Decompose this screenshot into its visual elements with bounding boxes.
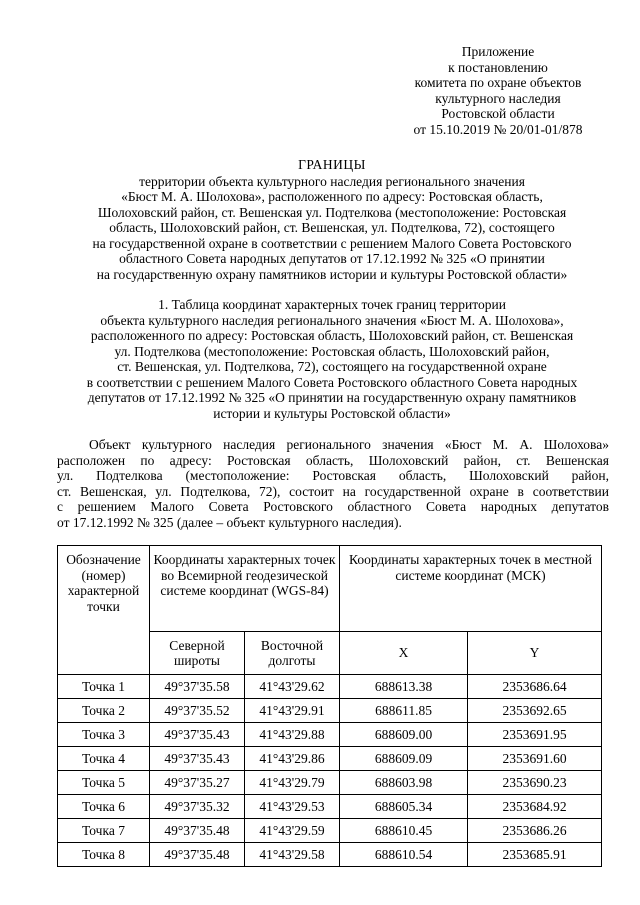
- coordinates-table: [57, 545, 602, 867]
- paragraph-line: с решением Малого Совета Ростовского областного Совета народных депутатов: [57, 499, 609, 514]
- cell-point: Точка 3: [58, 723, 150, 747]
- title-block: [40, 157, 624, 282]
- header-designation: Обозначение (номер) характерной точки: [58, 546, 150, 675]
- cell-north: 49°37'35.43: [150, 723, 245, 747]
- table-row: [58, 843, 602, 867]
- cell-x: 688609.09: [340, 747, 468, 771]
- cell-east: 41°43'29.86: [245, 747, 340, 771]
- cell-x: 688605.34: [340, 795, 468, 819]
- cell-north: 49°37'35.43: [150, 747, 245, 771]
- header-y: Y: [468, 632, 602, 675]
- appendix-line: от 15.10.2019 № 20/01-01/878: [413, 121, 583, 137]
- cell-point: Точка 7: [58, 819, 150, 843]
- cell-x: 688610.54: [340, 843, 468, 867]
- cell-east: 41°43'29.91: [245, 699, 340, 723]
- cell-east: 41°43'29.53: [245, 795, 340, 819]
- cell-point: Точка 5: [58, 771, 150, 795]
- cell-point: Точка 1: [58, 675, 150, 699]
- cell-x: 688603.98: [340, 771, 468, 795]
- paragraph-line: расположен по адресу: Ростовская область, Шолоховский район, ст. Вешенская: [57, 452, 609, 468]
- appendix-line: к постановлению: [448, 59, 548, 75]
- title-line: территории объекта культурного наследия регионального значения: [139, 173, 525, 189]
- cell-east: 41°43'29.59: [245, 819, 340, 843]
- title-line: областного Совета народных депутатов от 17.12.1992 № 325 «О принятии: [119, 251, 545, 266]
- caption-line: депутатов от 17.12.1992 № 325 «О принятии на государственную охрану памятников: [87, 390, 577, 405]
- title-line: на государственную охрану памятников истории и культуры Ростовской области»: [96, 266, 568, 282]
- cell-point: Точка 8: [58, 843, 150, 867]
- cell-y: 2353691.60: [468, 747, 602, 771]
- table-row: [58, 675, 602, 699]
- cell-north: 49°37'35.27: [150, 771, 245, 795]
- body-paragraph: [57, 437, 609, 530]
- caption-line: 1. Таблица координат характерных точек границ территории: [158, 297, 506, 312]
- table-row: [58, 771, 602, 795]
- cell-east: 41°43'29.88: [245, 723, 340, 747]
- paragraph-line: ул. Подтелкова (местоположение: Ростовская область, Шолоховский район,: [57, 468, 609, 483]
- appendix-line: комитета по охране объектов: [414, 75, 582, 90]
- cell-y: 2353690.23: [468, 771, 602, 795]
- title-line: Шолоховский район, ст. Вешенская ул. Подтелкова (местоположение: Ростовская: [97, 204, 567, 220]
- caption-line: истории и культуры Ростовской области»: [213, 405, 451, 421]
- cell-east: 41°43'29.79: [245, 771, 340, 795]
- appendix-line: Приложение: [461, 44, 535, 59]
- caption-line: ул. Подтелкова (местоположение: Ростовская область, Шолоховский район,: [114, 343, 550, 359]
- cell-point: Точка 6: [58, 795, 150, 819]
- header-wgs: Координаты характерных точек во Всемирной геодезической системе координат (WGS-84): [150, 546, 340, 632]
- title-line: «Бюст М. А. Шолохова», расположенного по адресу: Ростовская область,: [121, 189, 543, 204]
- paragraph-line: от 17.12.1992 № 325 (далее – объект культурного наследия).: [57, 514, 402, 530]
- cell-north: 49°37'35.58: [150, 675, 245, 699]
- header-east: Восточной долготы: [245, 632, 340, 675]
- appendix-line: культурного наследия: [435, 90, 561, 106]
- document-heading: ГРАНИЦЫ: [298, 157, 366, 172]
- paragraph-line: Объект культурного наследия регионального значения «Бюст М. А. Шолохова»: [89, 437, 609, 452]
- appendix-block: [392, 44, 604, 137]
- caption-line: объекта культурного наследия регионального значения «Бюст М. А. Шолохова»,: [100, 312, 564, 328]
- cell-x: 688613.38: [340, 675, 468, 699]
- cell-x: 688611.85: [340, 699, 468, 723]
- cell-y: 2353691.95: [468, 723, 602, 747]
- title-line: на государственной охране в соответствии с решением Малого Совета Ростовского: [92, 235, 572, 251]
- title-line: область, Шолоховский район, ст. Вешенская, ул. Подтелкова, 72), состоящего: [109, 220, 555, 235]
- table-row: [58, 795, 602, 819]
- cell-north: 49°37'35.48: [150, 843, 245, 867]
- cell-y: 2353692.65: [468, 699, 602, 723]
- header-north: Северной широты: [150, 632, 245, 675]
- cell-point: Точка 4: [58, 747, 150, 771]
- table-header-row: [58, 546, 602, 632]
- table-row: [58, 699, 602, 723]
- cell-north: 49°37'35.48: [150, 819, 245, 843]
- cell-east: 41°43'29.58: [245, 843, 340, 867]
- cell-north: 49°37'35.52: [150, 699, 245, 723]
- paragraph-line: ст. Вешенская, ул. Подтелкова, 72), состоит на государственной охране в соответствии: [57, 483, 609, 499]
- cell-y: 2353686.64: [468, 675, 602, 699]
- caption-line: в соответствии с решением Малого Совета Ростовского областного Совета народных: [86, 374, 578, 390]
- table-caption: [40, 297, 624, 421]
- caption-line: расположенного по адресу: Ростовская область, Шолоховский район, ст. Вешенская: [90, 328, 574, 343]
- caption-line: ст. Вешенская, ул. Подтелкова, 72), состоящего на государственной охране: [117, 359, 547, 374]
- table-row: [58, 747, 602, 771]
- appendix-line: Ростовской области: [441, 106, 555, 121]
- cell-east: 41°43'29.62: [245, 675, 340, 699]
- cell-x: 688610.45: [340, 819, 468, 843]
- cell-point: Точка 2: [58, 699, 150, 723]
- header-msk: Координаты характерных точек в местной системе координат (МСК): [340, 546, 602, 632]
- cell-y: 2353685.91: [468, 843, 602, 867]
- table-row: [58, 819, 602, 843]
- cell-y: 2353684.92: [468, 795, 602, 819]
- cell-north: 49°37'35.32: [150, 795, 245, 819]
- cell-y: 2353686.26: [468, 819, 602, 843]
- table-row: [58, 723, 602, 747]
- cell-x: 688609.00: [340, 723, 468, 747]
- header-x: X: [340, 632, 468, 675]
